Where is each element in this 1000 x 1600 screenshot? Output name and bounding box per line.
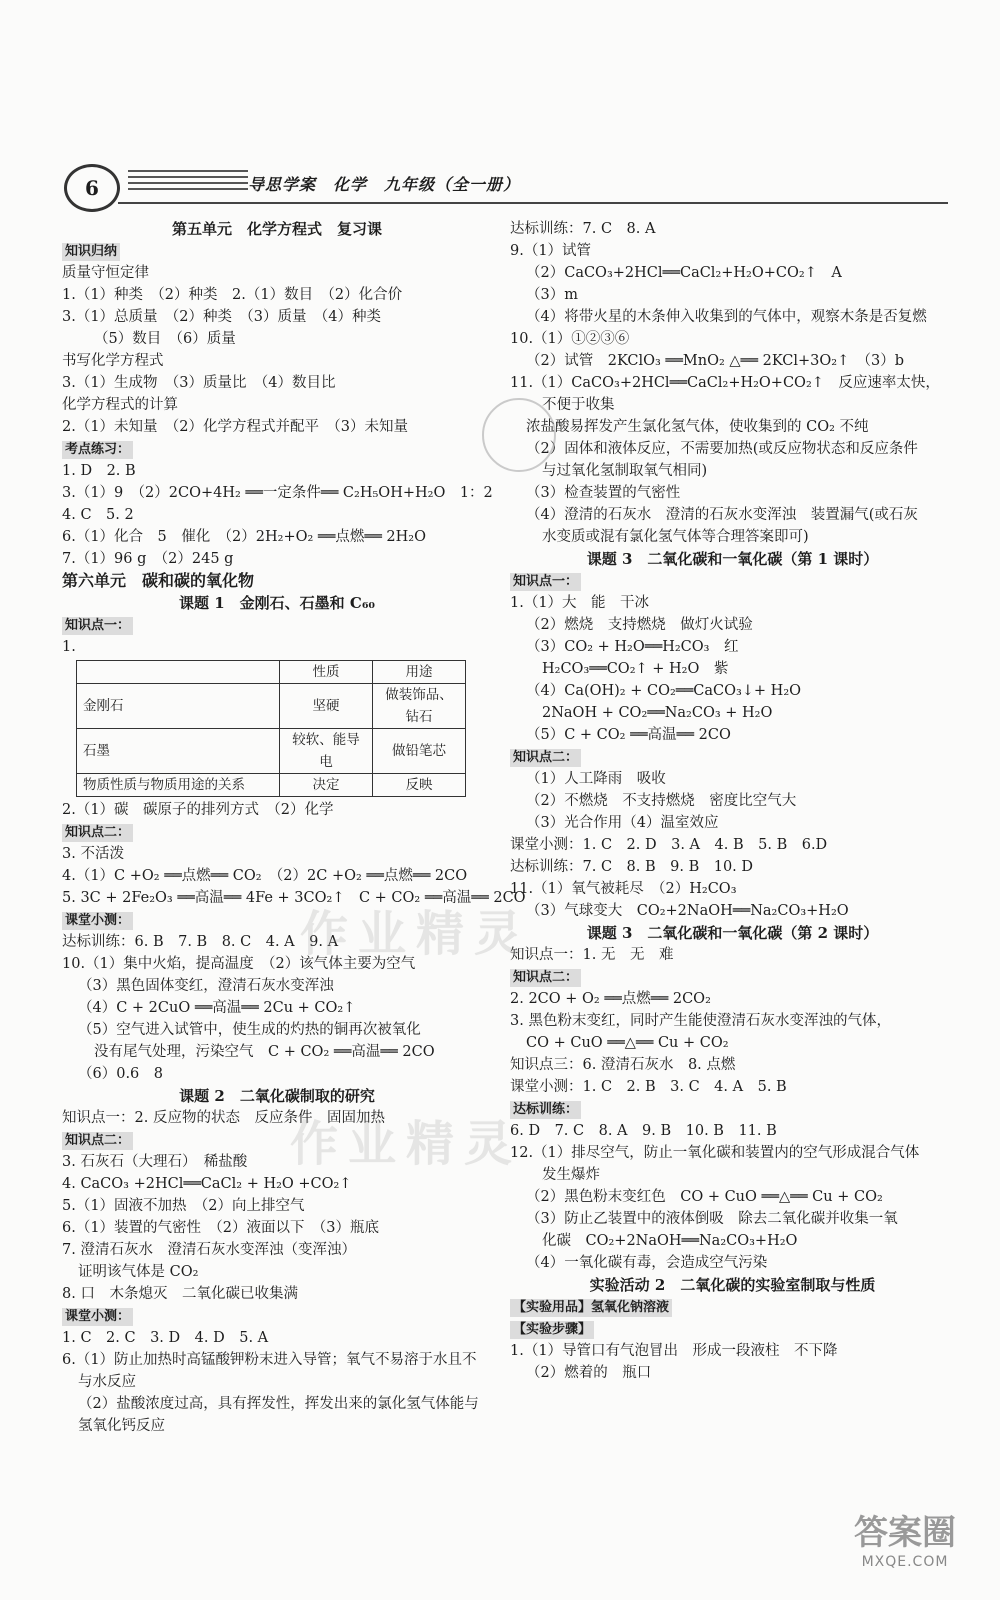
section-tag: 知识归纳 xyxy=(62,243,120,261)
answer-line: 1. xyxy=(62,639,76,655)
subheading: 书写化学方程式 xyxy=(62,353,164,369)
answer-line: 课堂小测：1. C 2. B 3. C 4. A 5. B xyxy=(510,1079,787,1095)
answer-line: 1.（1）大 能 干冰 xyxy=(510,595,650,611)
answer-line: 水变质或混有氯化氢气体等合理答案即可) xyxy=(542,529,809,545)
answer-line: 5.（1）固液不加热 （2）向上排空气 xyxy=(62,1198,305,1214)
table-cell: 做铅笔芯 xyxy=(373,729,466,774)
answer-line: 8. 口 木条熄灭 二氧化碳已收集满 xyxy=(62,1286,298,1302)
answer-line: 化碳 CO₂+2NaOH══Na₂CO₃+H₂O xyxy=(542,1233,798,1249)
answer-line: 达标训练：7. C 8. B 9. B 10. D xyxy=(510,859,754,875)
answer-line: 4.（1）C +O₂ ══点燃══ CO₂ （2）2C +O₂ ══点燃══ 2CO xyxy=(62,868,468,884)
answer-line: 知识点一：1. 无 无 难 xyxy=(510,947,674,963)
answer-line: 3. 黑色粉末变红，同时产生能使澄清石灰水变浑浊的气体， xyxy=(510,1013,891,1029)
answer-line: 11.（1）CaCO₃+2HCl══CaCl₂+H₂O+CO₂↑ 反应速率太快， xyxy=(510,375,940,391)
answer-line: 浓盐酸易挥发产生氯化氢气体，使收集到的 CO₂ 不纯 xyxy=(526,419,869,435)
answer-line: 4. CaCO₃ +2HCl══CaCl₂ + H₂O +CO₂↑ xyxy=(62,1176,352,1192)
answer-line: （3）气球变大 CO₂+2NaOH══Na₂CO₃+H₂O xyxy=(526,903,849,919)
answer-line: （4）将带火星的木条伸入收集到的气体中，观察木条是否复燃 xyxy=(526,309,927,325)
lesson-title: 课题 1 金刚石、石墨和 C₆₀ xyxy=(179,594,375,612)
answer-line: 2. 2CO + O₂ ══点燃══ 2CO₂ xyxy=(510,991,711,1007)
lesson-title: 课题 3 二氧化碳和一氧化碳（第 2 课时） xyxy=(586,924,879,942)
answer-line: （5）空气进入试管中，使生成的灼热的铜再次被氧化 xyxy=(78,1022,421,1038)
answer-line: 3.（1）9 （2）2CO+4H₂ ══一定条件══ C₂H₅OH+H₂O 1：2 xyxy=(62,485,493,501)
right-column xyxy=(510,218,955,1384)
answer-line: （3）CO₂ + H₂O══H₂CO₃ 红 xyxy=(526,639,739,655)
answer-line: 5. 3C + 2Fe₂O₃ ══高温══ 4Fe + 3CO₂↑ C + CO₂ ══高温══ 2CO xyxy=(62,890,526,906)
section-tag: 知识点一： xyxy=(510,573,581,591)
answer-line: 发生爆炸 xyxy=(542,1167,600,1183)
table-cell: 较软、能导电 xyxy=(280,729,373,774)
table-cell: 反映 xyxy=(373,774,466,797)
table-cell: 金刚石 xyxy=(77,684,280,729)
answer-line: （3）检查装置的气密性 xyxy=(526,485,681,501)
corner-logo xyxy=(830,1505,980,1580)
answer-line: （4）澄清的石灰水 澄清的石灰水变浑浊 装置漏气(或石灰 xyxy=(526,507,918,523)
answer-line: 7.（1）96 g （2）245 g xyxy=(62,551,234,567)
answer-line: 6.（1）化合 5 催化 （2）2H₂+O₂ ══点燃══ 2H₂O xyxy=(62,529,426,545)
table-row xyxy=(77,661,466,684)
activity-title: 实验活动 2 二氧化碳的实验室制取与性质 xyxy=(589,1276,876,1294)
subheading: 质量守恒定律 xyxy=(62,265,149,281)
answer-line: 10.（1）①②③⑥ xyxy=(510,331,630,347)
table-cell xyxy=(77,661,280,684)
lesson-title: 课题 3 二氧化碳和一氧化碳（第 1 课时） xyxy=(586,550,879,568)
unit-review-title: 第五单元 化学方程式 复习课 xyxy=(171,220,382,238)
unit-title: 第六单元 碳和碳的氧化物 xyxy=(62,571,255,590)
answer-line: 知识点一：2. 反应物的状态 反应条件 固固加热 xyxy=(62,1110,385,1126)
section-tag: 课堂小测： xyxy=(62,912,133,930)
answer-line: （5）数目 （6）质量 xyxy=(94,331,236,347)
answer-line: （3）黑色固体变红，澄清石灰水变浑浊 xyxy=(78,978,334,994)
answer-line: 2NaOH + CO₂══Na₂CO₃ + H₂O xyxy=(542,705,773,721)
table-cell: 坚硬 xyxy=(280,684,373,729)
section-tag: 知识点二： xyxy=(510,749,581,767)
section-tag: 考点练习： xyxy=(62,441,133,459)
answer-line: （2）燃着的 瓶口 xyxy=(526,1365,652,1381)
watermark: 作业精灵 xyxy=(300,906,533,962)
answer-line: 1. D 2. B xyxy=(62,463,136,479)
answer-line: （4）一氧化碳有毒，会造成空气污染 xyxy=(526,1255,768,1271)
header-rule xyxy=(118,202,948,204)
answer-line: 不便于收集 xyxy=(542,397,615,413)
answer-line: 10.（1）集中火焰，提高温度 （2）该气体主要为空气 xyxy=(62,956,416,972)
answer-line: （3）光合作用（4）温室效应 xyxy=(526,815,719,831)
section-tag: 课堂小测： xyxy=(62,1308,133,1326)
subheading: 化学方程式的计算 xyxy=(62,397,178,413)
answer-line: 氢氧化钙反应 xyxy=(78,1418,165,1434)
answer-line: （3）m xyxy=(526,287,578,303)
answer-line: （2）CaCO₃+2HCl══CaCl₂+H₂O+CO₂↑ A xyxy=(526,265,842,281)
section-tag: 【实验步骤】 xyxy=(510,1321,594,1339)
table-row xyxy=(77,684,466,729)
answer-line: 与水反应 xyxy=(78,1374,136,1390)
section-tag: 达标训练： xyxy=(510,1101,581,1119)
table-row xyxy=(77,729,466,774)
answer-line: （2）不燃烧 不支持燃烧 密度比空气大 xyxy=(526,793,797,809)
section-tag: 知识点二： xyxy=(62,1132,133,1150)
logo-url: MXQE.COM xyxy=(861,1554,949,1570)
table-cell: 物质性质与物质用途的关系 xyxy=(77,774,280,797)
answer-line: 达标训练：6. B 7. B 8. C 4. A 9. A xyxy=(62,934,339,950)
answer-line: 3. 石灰石（大理石） 稀盐酸 xyxy=(62,1154,248,1170)
answer-line: 1.（1）种类 （2）种类 2.（1）数目 （2）化合价 xyxy=(62,287,403,303)
logo-text: 答案圈 xyxy=(854,1513,956,1553)
seal-stamp xyxy=(482,398,556,472)
answer-line: （4）C + 2CuO ══高温══ 2Cu + CO₂↑ xyxy=(78,1000,356,1016)
answer-line: 达标训练：7. C 8. A xyxy=(510,221,656,237)
watermark: 作业精灵 xyxy=(290,1116,523,1172)
table-cell: 做装饰品、钻石 xyxy=(373,684,466,729)
table-cell: 石墨 xyxy=(77,729,280,774)
header-title: 导思学案 化学 九年级（全一册） xyxy=(248,175,521,194)
answer-line: （1）人工降雨 吸收 xyxy=(526,771,666,787)
table-cell: 决定 xyxy=(280,774,373,797)
answer-line: （2）黑色粉末变红色 CO + CuO ══△══ Cu + CO₂ xyxy=(526,1189,883,1205)
section-tag: 知识点二： xyxy=(510,969,581,987)
left-column xyxy=(62,218,526,1437)
answer-line: 1. C 2. C 3. D 4. D 5. A xyxy=(62,1330,269,1346)
answer-line: 6. D 7. C 8. A 9. B 10. B 11. B xyxy=(510,1123,777,1139)
answer-line: （5）C + CO₂ ══高温══ 2CO xyxy=(526,727,731,743)
answer-line: 没有尾气处理，污染空气 C + CO₂ ══高温══ 2CO xyxy=(94,1044,435,1060)
answer-line: 与过氧化氢制取氧气相同) xyxy=(542,463,708,479)
answer-line: 3. 不活泼 xyxy=(62,846,124,862)
answer-line: 11.（1）氧气被耗尽 （2）H₂CO₃ xyxy=(510,881,737,897)
answer-line: 12.（1）排尽空气，防止一氧化碳和装置内的空气形成混合气体 xyxy=(510,1145,920,1161)
lesson-title: 课题 2 二氧化碳制取的研究 xyxy=(179,1087,375,1105)
section-tag: 知识点一： xyxy=(62,617,133,635)
section-tag: 知识点二： xyxy=(62,824,133,842)
answer-line: （2）试管 2KClO₃ ══MnO₂ △══ 2KCl+3O₂↑ （3）b xyxy=(526,353,904,369)
properties-table xyxy=(76,660,466,797)
table-row xyxy=(77,774,466,797)
answer-line: 知识点三：6. 澄清石灰水 8. 点燃 xyxy=(510,1057,736,1073)
page-header xyxy=(58,160,948,210)
answer-line: 2.（1）未知量 （2）化学方程式并配平 （3）未知量 xyxy=(62,419,409,435)
page-number: 6 xyxy=(64,164,120,212)
answer-line: 1.（1）导管口有气泡冒出 形成一段液柱 不下降 xyxy=(510,1343,838,1359)
answer-line: 证明该气体是 CO₂ xyxy=(78,1264,199,1280)
answer-line: 2.（1）碳 碳原子的排列方式 （2）化学 xyxy=(62,802,334,818)
answer-line: 3.（1）总质量 （2）种类 （3）质量 （4）种类 xyxy=(62,309,381,325)
section-tag: 【实验用品】氢氧化钠溶液 xyxy=(510,1299,672,1317)
answer-line: （2）固体和液体反应，不需要加热(或反应物状态和反应条件 xyxy=(526,441,918,457)
answer-line: H₂CO₃══CO₂↑ + H₂O 紫 xyxy=(542,661,729,677)
answer-line: （2）燃烧 支持燃烧 做灯火试验 xyxy=(526,617,753,633)
answer-line: 7. 澄清石灰水 澄清石灰水变浑浊（变浑浊） xyxy=(62,1242,356,1258)
table-header: 性质 xyxy=(280,661,373,684)
answer-line: CO + CuO ══△══ Cu + CO₂ xyxy=(526,1035,729,1051)
answer-line: 6.（1）防止加热时高锰酸钾粉末进入导管；氧气不易溶于水且不 xyxy=(62,1352,477,1368)
answer-line: 4. C 5. 2 xyxy=(62,507,134,523)
answer-line: 9.（1）试管 xyxy=(510,243,592,259)
table-header: 用途 xyxy=(373,661,466,684)
answer-line: （3）防止乙装置中的液体倒吸 除去二氧化碳并收集一氧 xyxy=(526,1211,898,1227)
answer-line: （2）盐酸浓度过高，具有挥发性，挥发出来的氯化氢气体能与 xyxy=(78,1396,479,1412)
answer-line: 6.（1）装置的气密性 （2）液面以下 （3）瓶底 xyxy=(62,1220,380,1236)
answer-line: （6）0.6 8 xyxy=(78,1066,164,1082)
answer-line: 3.（1）生成物 （3）质量比 （4）数目比 xyxy=(62,375,336,391)
answer-line: 课堂小测：1. C 2. D 3. A 4. B 5. B 6.D xyxy=(510,837,828,853)
answer-line: （4）Ca(OH)₂ + CO₂══CaCO₃↓+ H₂O xyxy=(526,683,802,699)
header-decoration xyxy=(128,170,248,200)
